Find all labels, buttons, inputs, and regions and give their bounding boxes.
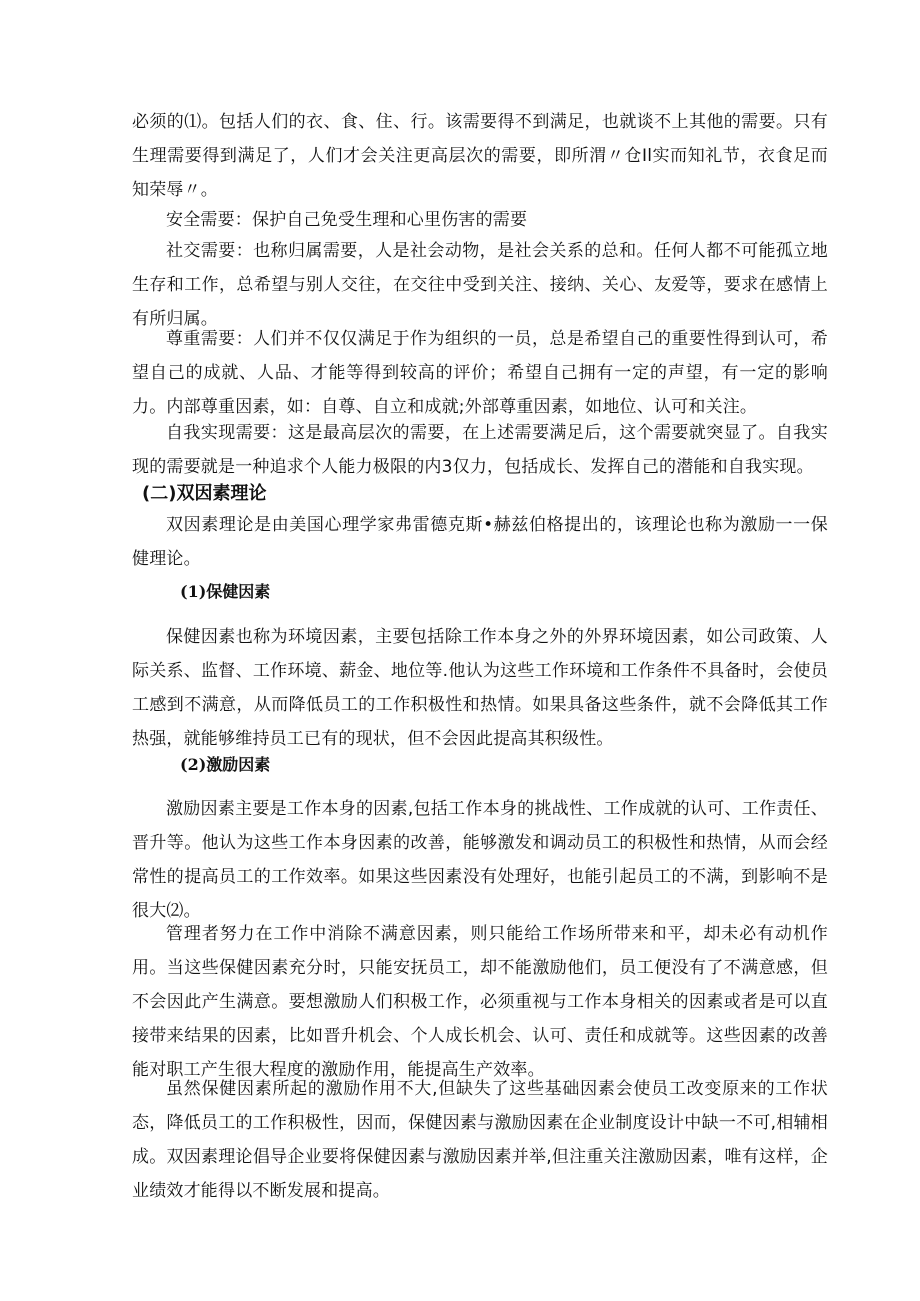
paragraph-physiological-needs: 必须的⑴。包括人们的衣、食、住、行。该需要得不到满足，也就谈不上其他的需要。只有生理需要得到满足了，人们才会关注更高层次的需要，即所渭〃仓Il实而知礼节，衣食足而知荣辱〃。: [132, 112, 828, 200]
paragraph-self-actualization: 自我实现需要：这是最高层次的需要，在上述需要满足后，这个需要就突显了。自我实现的需要就是一种追求个人能力极限的内3仅力，包括成长、发挥自己的潜能和自我实现。: [132, 423, 828, 477]
subheading-motivator-factors: (2)激励因素: [180, 755, 271, 774]
paragraph-safety-needs: 安全需要：保护自己免受生理和心里伤害的需要: [166, 210, 528, 230]
paragraph-esteem-needs: 尊重需要：人们并不仅仅满足于作为组织的一员，总是希望自己的重要性得到认可，希望自己的成就、人品、才能等得到较高的评价；希望自己拥有一定的声望，有一定的影响力。内部尊重因素，如：自尊、自立和成就;外部尊重因素，如地位、认可和关注。: [132, 329, 828, 417]
subheading-hygiene-factors: (1)保健因素: [180, 582, 271, 601]
paragraph-conclusion: 虽然保健因素所起的激励作用不大,但缺失了这些基础因素会使员工改变原来的工作状态，降低员工的工作积极性，因而，保健因素与激励因素在企业制度设计中缺一不可,相辅相成。双因素理论倡导企业要将保健因素与激励因素并举,但注重关注激励因素，唯有这样，企业绩效才能得以不断发展和提高。: [132, 1079, 828, 1201]
paragraph-social-needs: 社交需要：也称归属需要，人是社会动物，是社会关系的总和。任何人都不可能孤立地生存和工作，总希望与别人交往，在交往中受到关注、接纳、关心、友爱等，要求在感情上有所归属。: [132, 241, 828, 329]
paragraph-theory-intro: 双因素理论是由美国心理学家弗雷德克斯•赫兹伯格提出的，该理论也称为激励一一保健理论。: [132, 515, 828, 569]
paragraph-motivator-factors: 激励因素主要是工作本身的因素,包括工作本身的挑战性、工作成就的认可、工作责任、晋升等。他认为这些工作本身因素的改善，能够激发和调动员工的积极性和热情，从而会经常性的提高员工的工作效率。如果这些因素没有处理好，也能引起员工的不满，到影响不是很大⑵。: [132, 799, 828, 921]
paragraph-hygiene-factors: 保健因素也称为环境因素，主要包括除工作本身之外的外界环境因素，如公司政策、人际关系、监督、工作环境、薪金、地位等.他认为这些工作环境和工作条件不具备时，会使员工感到不满意，从而降低员工的工作积极性和热情。如果具备这些条件，就不会降低其工作热强，就能够维持员工已有的现状，但不会因此提高其积级性。: [132, 627, 828, 749]
section-heading-two-factor: (二)双因素理论: [142, 483, 267, 504]
paragraph-manager-efforts: 管理者努力在工作中消除不满意因素，则只能给工作场所带来和平，却未必有动机作用。当这些保健因素充分时，只能安抚员工，却不能激励他们，员工便没有了不满意感，但不会因此产生满意。要想激励人们积极工作，必须重视与工作本身相关的因素或者是可以直接带来结果的因素，比如晋升机会、个人成长机会、认可、责任和成就等。这些因素的改善能对职工产生很大程度的激励作用，能提高生产效率。: [132, 924, 828, 1080]
